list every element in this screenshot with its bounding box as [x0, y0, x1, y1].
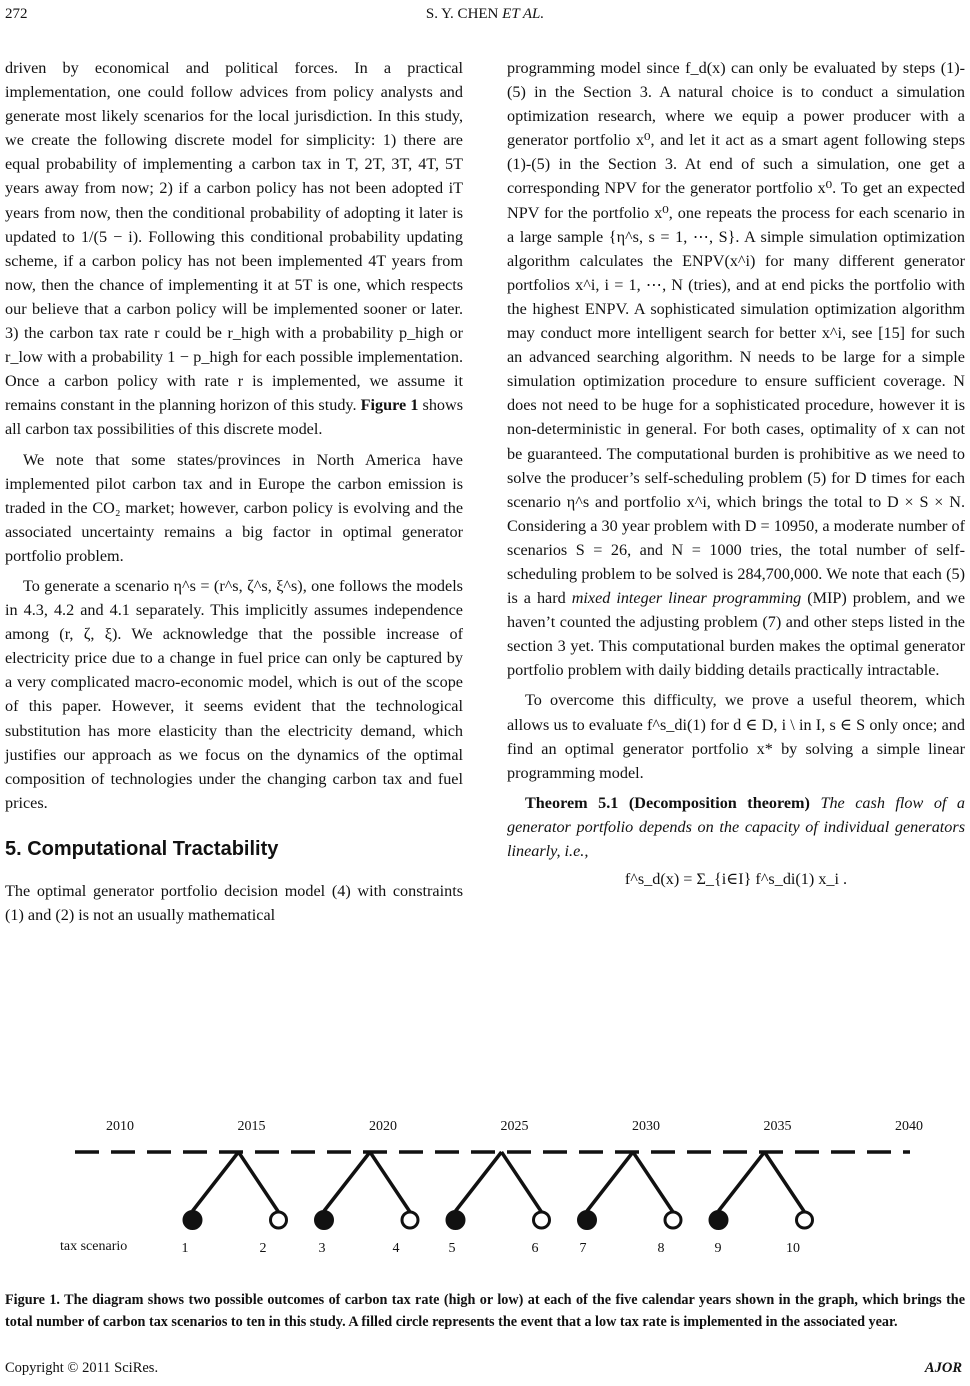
filled-circle-low-tax-5: [710, 1211, 728, 1229]
left-paragraph-3: To generate a scenario η^s = (r^s, ζ^s, ξ^s), one follows the models in 4.3, 4.2 and 4.1 separately. This implicitly assumes independence among (r, ζ, ξ). We acknowledge that the possible increase of electricity price due to a change in fuel price can only be captured by a very complicated macro-economic model, which is out of the scope of this paper. However, it seems evident that the technological substitution has more elasticity than the electricity demand, which justifies our approach as we focus on the dynamics of the optimal composition of technologies under the changing carbon tax and fuel prices.: [5, 576, 463, 812]
scenario-number-6: 6: [531, 1241, 539, 1256]
left-paragraph-1: driven by economical and political forces. In a practical implementation, one could follow advices from policy analysts and generate most likely scenarios for the local jurisdiction. In this study, we create the following discrete model for simplicity: 1) there are equal probability of implementing a carbon tax in T, 2T, 3T, 4T, 5T years away from now; 2) if a carbon policy has not been adopted iT years from now, then the conditional probability of adopting it later is updated to 1/(5 − i). Following this conditional probability updating scheme, if a carbon policy has not been implemented 4T years from now, then the chance of implementing it at 5T is one, which respects our believe that a carbon policy will be implemented sooner or later. 3) the carbon tax rate r could be r_high with a probability p_high or r_low with a probability 1 − p_high for each possible implementation. Once a carbon policy with rate r is implemented, we assume it remains constant in the planning horizon of this study. Figure 1 shows all carbon tax possibilities of this discrete model.: [5, 59, 464, 439]
branch-high-5: [765, 1152, 805, 1212]
scenario-number-9: 9: [714, 1241, 722, 1256]
branch-high-4: [633, 1152, 673, 1212]
scenario-number-4: 4: [392, 1241, 400, 1256]
year-label-2030: 2030: [632, 1119, 660, 1134]
page-number: 272: [5, 6, 28, 22]
filled-circle-low-tax-2: [315, 1211, 333, 1229]
filled-circle-low-tax-3: [447, 1211, 465, 1229]
year-label-2010: 2010: [106, 1119, 134, 1134]
hollow-circle-high-tax-2: [402, 1212, 418, 1228]
scenario-number-5: 5: [448, 1241, 456, 1256]
year-label-2015: 2015: [237, 1119, 266, 1134]
right-column: [507, 56, 965, 891]
year-label-2025: 2025: [500, 1119, 529, 1134]
journal-name: AJOR: [924, 1360, 962, 1376]
branch-high-2: [370, 1152, 410, 1212]
copyright: Copyright © 2011 SciRes.: [5, 1360, 159, 1376]
branch-low-1: [193, 1152, 239, 1211]
hollow-circle-high-tax-5: [797, 1212, 813, 1228]
figure-1-reference: Figure 1: [360, 396, 419, 415]
figure-1: [55, 1110, 925, 1260]
branch-low-5: [719, 1152, 765, 1211]
scenario-number-2: 2: [259, 1241, 267, 1256]
scenario-tree-diagram: [55, 1110, 925, 1260]
theorem-body: The cash flow of a generator portfolio depends on the capacity of individual generators linearly, i.e.,: [507, 793, 966, 860]
theorem-label: Theorem 5.1 (Decomposition theorem): [525, 793, 810, 812]
year-label-2040: 2040: [895, 1119, 923, 1134]
left-paragraph-4: The optimal generator portfolio decision model (4) with constraints (1) and (2) is not an usually mathematical: [5, 882, 463, 925]
theorem-5-1: [507, 791, 965, 863]
scenario-number-10: 10: [786, 1241, 800, 1256]
left-column: [5, 56, 463, 927]
branch-low-4: [587, 1152, 633, 1211]
year-label-2035: 2035: [763, 1119, 792, 1134]
filled-circle-low-tax-4: [578, 1211, 596, 1229]
tax-scenario-label: tax scenario: [60, 1239, 128, 1254]
left-paragraph-2: We note that some states/provinces in North America have implemented pilot carbon tax and in Europe the carbon emission is traded in the CO₂ market; however, carbon policy is evolving and the associated uncertainty remains a big factor in optimal generator portfolio problem.: [5, 450, 463, 565]
branch-high-1: [239, 1152, 279, 1212]
scenario-number-8: 8: [657, 1241, 665, 1256]
year-label-2020: 2020: [369, 1119, 397, 1134]
branch-high-3: [502, 1152, 542, 1212]
scenario-number-1: 1: [181, 1241, 189, 1256]
hollow-circle-high-tax-4: [665, 1212, 681, 1228]
branch-low-3: [456, 1152, 502, 1211]
right-paragraph-1: programming model since f_d(x) can only be evaluated by steps (1)-(5) in the Section 3. A natural choice is to conduct a simulation optimization research, where we equip a power producer with a generator portfolio x⁰, and let it act as a smart agent following steps (1)-(5) in the Section 3. At end of such a simulation, one get a corresponding NPV for the generator portfolio x⁰. To get an expected NPV for the portfolio x⁰, one repeats the process for each scenario in a large sample {η^s, s = 1, ⋯, S}. A simple simulation optimization algorithm calculates the ENPV(x^i) for many different generator portfolios x^i, i = 1, ⋯, N (tries), and at end picks the portfolio with the highest ENPV. A sophisticated simulation optimization algorithm may conduct more intelligent search for better x^i, see [15] for such an advanced searching algorithm. N needs to be large for a simple simulation optimization procedure to ensure sufficient coverage. N does not need to be huge for a sophisticated procedure, however it is non-deterministic in general. For both cases, optimality of x can not be guaranteed. The computational burden is prohibitive as we need to solve the producer’s self-scheduling problem (5) for D times for each scenario η^s and portfolio x^i, which brings the total to D × S × N. Considering a 30 year problem with D = 10950, a moderate number of scenarios S = 26, and N = 1000 tries, the total number of self-scheduling problem to be solved is 284,700,000. We note that each (5) is a hard mixed integer linear programming (MIP) problem, and we haven’t counted the adjusting problem (7) and other steps listed in the section 3 yet. This computational burden makes the optimal generator portfolio problem with daily bidding details practically intractable.: [507, 59, 966, 680]
running-head-etal: ET AL.: [502, 6, 545, 22]
right-paragraph-2: To overcome this difficulty, we prove a useful theorem, which allows us to evaluate f^s_di(1) for d ∈ D, i \ in I, s ∈ S only once; and find an optimal generator portfolio x* by solving a simple linear programming model.: [507, 691, 965, 782]
mip-term: mixed integer linear programming: [571, 589, 802, 608]
running-head-authors: S. Y. CHEN: [425, 6, 499, 22]
decomposition-equation: f^s_d(x) = Σ_{i∈I} f^s_di(1) x_i .: [624, 870, 848, 889]
page-header: [0, 6, 970, 28]
filled-circle-low-tax-1: [184, 1211, 202, 1229]
branch-low-2: [324, 1152, 370, 1211]
section-heading: 5. Computational Tractability: [5, 837, 279, 860]
hollow-circle-high-tax-3: [534, 1212, 550, 1228]
hollow-circle-high-tax-1: [271, 1212, 287, 1228]
figure-1-caption: Figure 1. The diagram shows two possible outcomes of carbon tax rate (high or low) at each of the five calendar years shown in the graph, which brings the total number of carbon tax scenarios to ten in this study. A filled circle represents the event that a low tax rate is implemented in the associated year.: [5, 1292, 965, 1330]
running-head: [0, 6, 970, 23]
scenario-number-3: 3: [318, 1241, 326, 1256]
scenario-number-7: 7: [579, 1241, 587, 1256]
